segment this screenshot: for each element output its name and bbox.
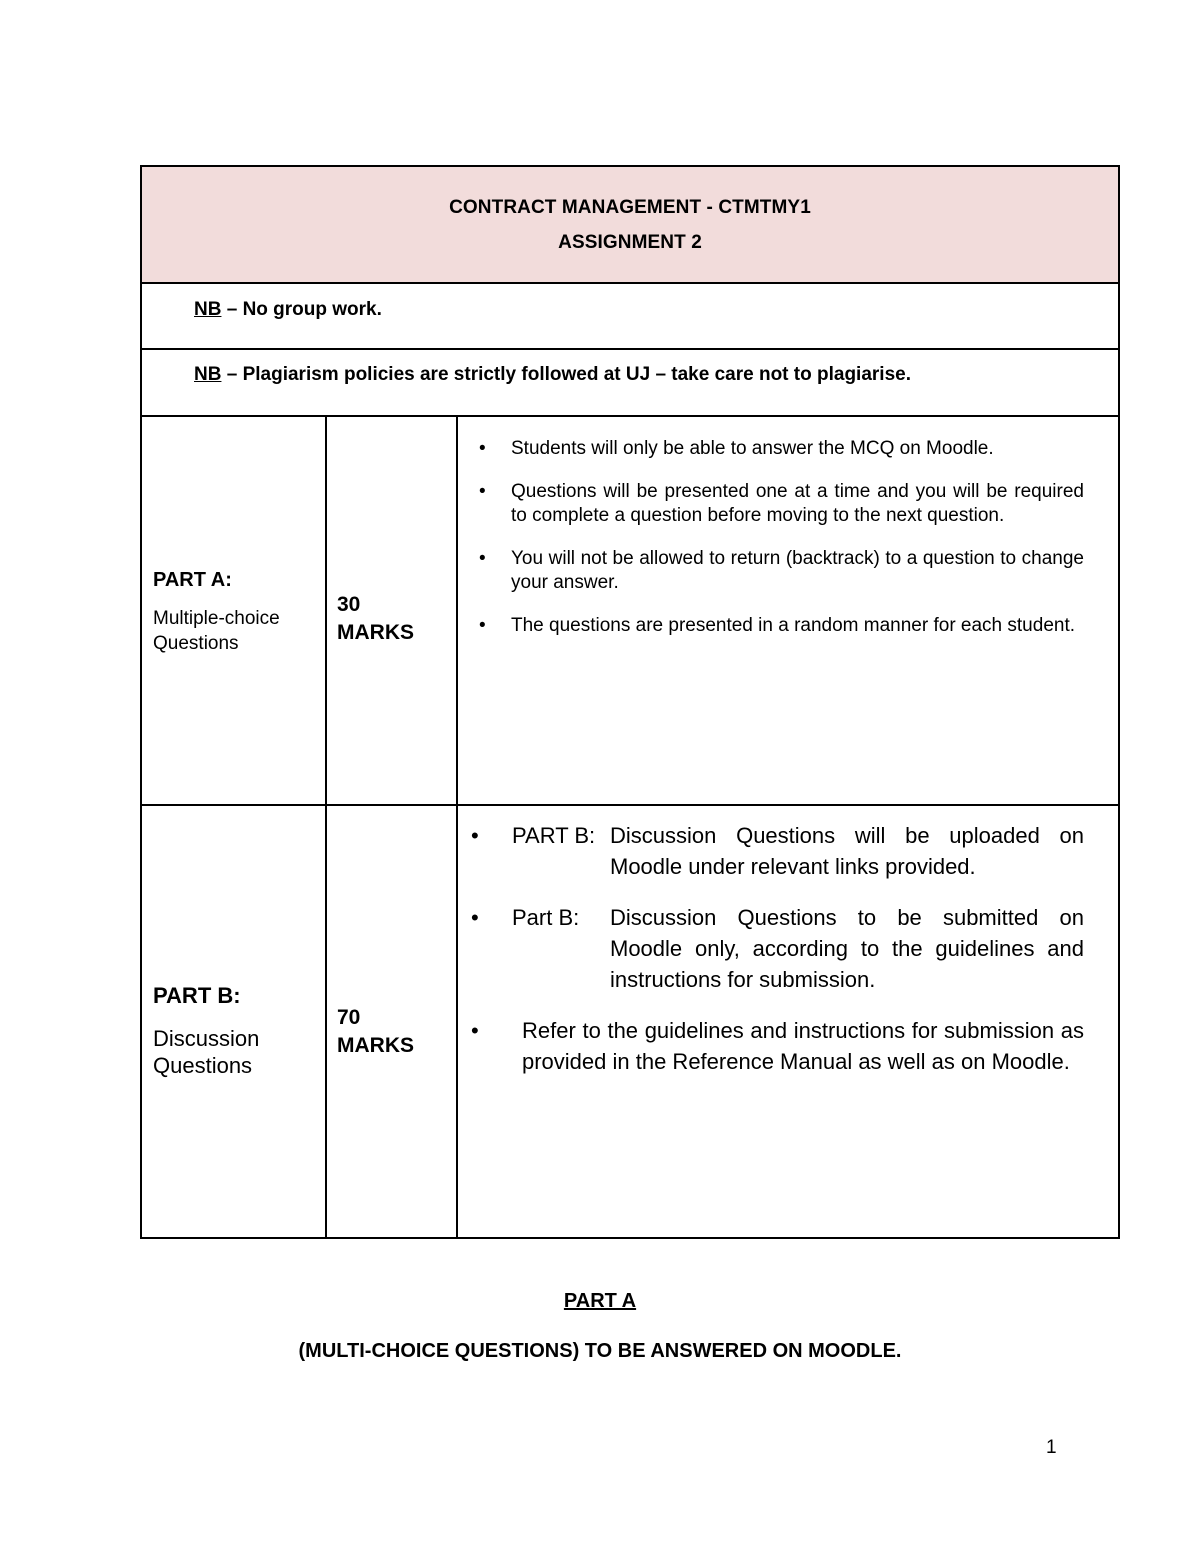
table-header: [142, 167, 1118, 284]
instruction-text: Students will only be able to answer the MCQ on Moodle.: [511, 438, 994, 459]
part-b-marks-number: 70: [337, 1006, 361, 1029]
instruction-text: Questions will be presented one at a time and you will be required to complete a question before moving to the next question.: [511, 481, 1084, 526]
column-divider: [325, 417, 327, 804]
note-prefix: NB: [194, 299, 222, 320]
instruction-tag: Part B:: [512, 905, 580, 930]
part-a-description: [153, 606, 280, 656]
note-group-work: [194, 299, 382, 321]
list-item: [476, 614, 1084, 638]
note-text: – No group work.: [221, 299, 382, 320]
bullet-icon: •: [479, 438, 486, 459]
column-divider: [325, 806, 327, 1239]
part-b-instructions: [468, 820, 1084, 1097]
bullet-icon: •: [471, 905, 479, 930]
part-b-description: [153, 1025, 259, 1079]
part-b-desc-line2: Questions: [153, 1053, 253, 1078]
part-a-label: PART A:: [153, 569, 232, 591]
part-b-marks: [337, 1004, 414, 1061]
instruction-text: You will not be allowed to return (backtrack) to a question to change your answer.: [511, 548, 1084, 593]
section-title: PART A: [563, 1290, 637, 1312]
column-divider: [456, 417, 458, 804]
instruction-text: Refer to the guidelines and instructions for submission as provided in the Reference Manual as well as on Moodle.: [522, 1018, 1084, 1074]
bullet-icon: •: [471, 1018, 479, 1043]
section-subheading: (MULTI-CHOICE QUESTIONS) TO BE ANSWERED ON MOODLE.: [298, 1340, 902, 1362]
part-a-marks-number: 30: [337, 593, 361, 616]
note-plagiarism: [194, 364, 911, 386]
part-a-desc-line2: Questions: [153, 633, 239, 654]
list-item: [468, 1015, 1084, 1077]
instruction-tag: PART B:: [512, 823, 596, 848]
part-a-desc-line1: Multiple-choice: [153, 608, 280, 629]
instruction-text: Discussion Questions to be submitted on Moodle only, according to the guidelines and instructions for submission.: [610, 905, 1084, 992]
list-item: [476, 437, 1084, 461]
page-number: 1: [1046, 1437, 1057, 1458]
instruction-text: The questions are presented in a random manner for each student.: [511, 615, 1076, 636]
bullet-icon: •: [479, 615, 486, 636]
part-b-desc-line1: Discussion: [153, 1026, 260, 1051]
note-row-plagiarism: [142, 350, 1118, 417]
assignment-table: [140, 165, 1120, 1239]
assignment-title: ASSIGNMENT 2: [558, 232, 702, 253]
section-heading: [0, 1290, 1200, 1313]
part-b-row: [142, 806, 1118, 1239]
bullet-icon: •: [471, 823, 479, 848]
part-b-label: PART B:: [153, 983, 241, 1008]
list-item: [468, 902, 1084, 995]
list-item: [476, 480, 1084, 528]
list-item: [468, 820, 1084, 882]
part-a-marks-word: MARKS: [337, 621, 414, 645]
note-row-group-work: [142, 284, 1118, 350]
bullet-icon: •: [479, 481, 486, 502]
list-item: [476, 547, 1084, 595]
part-a-row: [142, 417, 1118, 804]
column-divider: [456, 806, 458, 1239]
part-a-marks: [337, 591, 414, 648]
note-prefix: NB: [194, 364, 222, 385]
bullet-icon: •: [479, 548, 486, 569]
course-title: CONTRACT MANAGEMENT - CTMTMY1: [449, 197, 811, 218]
note-text: – Plagiarism policies are strictly followed at UJ – take care not to plagiarise.: [221, 364, 911, 385]
part-b-marks-word: MARKS: [337, 1034, 414, 1058]
part-a-instructions: [476, 437, 1084, 657]
instruction-text: Discussion Questions will be uploaded on Moodle under relevant links provided.: [610, 823, 1084, 879]
